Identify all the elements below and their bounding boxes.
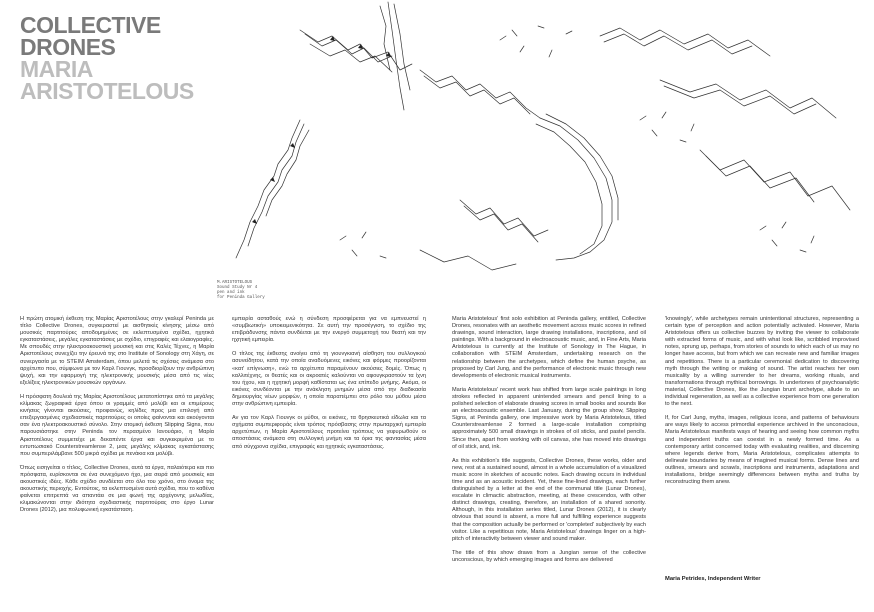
greek-text-column-2 [232,316,426,458]
ink-drawing-artwork [0,0,874,300]
paragraph: As this exhibition's title suggests, Collective Drones, these works, older and new, rest at a sustained sound, almost in a whole accumulation of a visualized music score in sketches of acoustic notes. Each drawing occurs in individual time and as an acoustic incident. Yet, these fine-lined drawings, each further distinguished by a letter at the end of the communal title (Lunar Drones), escalate in climactic abstraction, meeting, at these crescendos, with other distinct drawings, creating, therefore, an installation of a shared sonority. Although, in this installation series titled, Lunar Drones (2012), it is clearly obvious that sound is absent, a more full and fulfilling experience suggests that the composition actually be performed or 'completed' subjectively by each visitor. Like a repetitious note, Maria Aristotelous' drawings linger on a high-pitch of interactivity between viewer and sound maker. [452,457,646,542]
paragraph: Maria Aristotelous' first solo exhibition at Peninda gallery, entitled, Collective Drones, resonates with an aesthetic movement across music scores in refined drawings, sound interaction, large drawing installations, inscriptions, and oil paintings. With a background in electroacoustic music, and, in Fine Arts, Maria Aristotelous is currently at the Institute of Sonology in The Hague, in collaboration with STEIM Amsterdam, undertaking research on the relationship between the archetypes, which define the human psyche, as proposed by Carl Jung, and the performance of electronic music through new developments of electronic musical instruments. [452,316,646,379]
paragraph: εμπειρία ασταθούς ενώ η σύνδεση προσφέρεται για να εμπνευστεί η «συμβιωτική» υποκειμενικότητα. Σε αυτή την προσέγγιση, το σχέδιο της επιβράδυνσης πάντα συνδέεται με την ενεργό συμμετοχή του θεατή και την ηχητική εμπειρία. [232,316,426,344]
title-line-2: DRONES [20,34,116,60]
english-text-column-1 [452,316,646,571]
caption-line-4: for Peninda Gallery [217,296,265,300]
artwork-caption [217,281,287,301]
paragraph: Maria Aristotelous' recent work has shifted from large scale paintings in long strokes reflected in apparent unintended smears and pencil lining to a polished selection of elaborate drawing scores in small books and sounds like an electroacoustic ensemble. Last January, during the group show, Slipping Signs, at Peninda gallery, one impressive work by Maria Aristotelous, titled Counterstreamlense 2 formed a large-scale installation comprising approximately 500 small drawings in strokes of oil sticks, and pastel pencils. Since then, apart from working with oil canvas, she has moved into drawings of oil stick, and, ink. [452,386,646,450]
caption-line-3: pen and ink [217,291,245,295]
paragraph: Αν για τον Καρλ Γιουνγκ οι μύθοι, οι εικόνες, τα θρησκευτικά είδωλα και τα σχήματα συμπεριφοράς είναι τρόπος πρόσβασης στην πρωταρχική εμπειρία αρχετύπων, η Μαρία Αριστοτέλους προτείνει τρόπους να γεφυρωθούν οι αποστάσεις ανάμεσα στη συλλογική μνήμη και τα όρια της φαντασίας μέσα από σύγχρονα σχέδια, επιγραφές και ηχητικές εγκαταστάσεις. [232,415,426,450]
artist-name-line-1: MARIA [20,56,93,82]
caption-line-1: M.ARISTOTELOUS [217,281,253,285]
english-text-column-2 [665,316,859,493]
paragraph: Η πρώτη ατομική έκθεση της Μαρίας Αριστοτέλους στην γκαλερί Peninda με τίτλο Collective Drones, συγκεραστεί με αισθητικές κίνησης μέσω από μουσικές παρτιτούρες αποδομημένες σε εκλεπτυσμένα σχέδια, ηχητικά εγκαταστάσεις, μεγάλες εγκαταστάσεις με σχέδιο, επιγραφές και ελαιογραφίες. Με σπουδές στην ηλεκτροακουστική μουσική και στις Καλές Τέχνες, η Μαρία Αριστοτέλους συνεχίζει την έρευνά της στο Institute of Sonology στη Χάγη, σε συνεργασία με το STEIM Amsterdam, όπου μελετά τις σχέσεις ανάμεσα στο αρχέτυπο που, σύμφωνα με τον Καρλ Γιουνγκ, προσδιορίζουν την ανθρώπινη ψυχή, και την εφαρμογή της ηλεκτρονικής μουσικής μέσα από τις νέες εξελίξεις ηλεκτρονικών μουσικών οργάνων. [20,316,214,386]
caption-line-2: Sound Study Nr 4 [217,286,258,290]
artist-name-line-2: ARISTOTELOUS [20,78,194,104]
paragraph: Η πρόσφατη δουλειά της Μαρίας Αριστοτέλους μετατοπίστηκε από τα μεγάλης κλίμακας ζωγραφικά έργα όπου οι γραμμές από μολύβι και οι επιμέρους κινήσεις γίνονται ακούσιες, προφανώς, κηλίδες προς μια επιλογή από επεξεργασμένες σχεδιαστικές παρτιτούρες οι οποίες φαίνονται και ακούγονται σαν ένα ηλεκτροακουστικό σύνολο. Στην ατομική έκθεση Slipping Signs, που παρουσιάστηκε στην Peninda τον περασμένο Ιανουάριο, η Μαρία Αριστοτέλους συμμετείχε με δεκαπέντε έργα και συγκεκριμένα με το εντυπωσιακό Counterstreamlense 2, μιας μεγάλης κλίμακας εγκατάστασης που συμπεριλάμβανε 500 μικρά σχέδια με πενάκια και μολύβι. [20,393,214,457]
title-line-1: COLLECTIVE [20,12,161,38]
greek-text-column-1 [20,316,214,521]
paragraph: 'knowingly', while archetypes remain unintentional structures, representing a certain type of perception and action potentially activated. However, Maria Aristotelous offers us collective buzzes by inviting the viewer to collaborate with extracted forms of music, and with what look like, scribbled improvised notes, sprung up, perhaps, from stories of sounds to which each of us may no longer have access, but from which we can recreate new and familiar images and repetitions. There is a particular ceremonial dedication to discovering myth through the writing or making of sound. The artist reaches her own musicality by a willing surrender to her dreams, working rituals, and transformations through mythical borrowings. In undertones of psychoanalytic material, Collective Drones, like the Jungian brunt archetype, allude to an individual regeneration, as well as a collective experience from one generation to the next. [665,316,859,408]
paragraph: Όπως εισηγείται ο τίτλος, Collective Drones, αυτά τα έργα, παλαιότερα και πιο πρόσφατα, ευρίσκονται σε ένα συνεχόμενο ήχο, μια σειρά από μουσικές και ακουστικές ιδέες. Κάθε σχέδιο συνδέεται στο όλο του χρόνο, στο όνομα της ακουστικής περιοχής. Εντούτοις, τα εκλεπτυσμένα αυτά σχέδια, που το καθένα φαίνεται επιτρεπτά να απαντάει σε μια φωνή της αρχέγονης μελωδίας, κλιμακώνονται στην ιδιότητα σχεδιαστικής παρτιτούρας στο έργο Lunar Drones (2012), μια πολυφωνική εγκατάσταση. [20,464,214,514]
paragraph: Ο τίτλος της έκθεσης ανοίγει από τη γιουνγκιανή αίσθηση του συλλογικού ασυνείδητου, κατά την οποία αναδυόμενες εικόνες και φόρμες προορίζονται «κατ' επίγνωση», ενώ τα αρχέτυπα παραμένουν ακούσιες δομές. Όπως η καλλιτέχνης, οι θεατές και οι ακροατές καλούνται να αφουγκραστούν τα ίχνη του ήχου, και η ηχητική μορφή καθίσταται ως ένα επίπεδο μνήμης. Ακόμα, οι εικόνες συνδέονται με την ανάκληση μνημών μέσα από την διαδικασία δημιουργίας νέων μορφών, η οποία παραπέμπει στο ρόλο του μύθου μέσα στην ανθρώπινη εμπειρία. [232,351,426,408]
author-credit: Maria Petrides, Independent Writer [665,576,761,582]
paragraph: If, for Carl Jung, myths, images, religious icons, and patterns of behaviours are ways likely to access primordial experience archived in the unconscious, Maria Aristotelous manifests ways of hearing and seeing how common myths and independent truths can coexist in a newly formed time. As a contemporary artist concerned today with evaluating realities, and discerning where legends derive from, Maria Aristotelous, complicates attempts to delineate boundaries by means of imagined musical forms. Dense lines and outlines, smears and scrawls, inscriptions and instruments, adaptations and installations, bridge seemingly differences between myths and truths by reconstructing them anew. [665,415,859,486]
paragraph: The title of this show draws from a Jungian sense of the collective unconscious, by which emerging images and forms are delivered [452,549,646,563]
